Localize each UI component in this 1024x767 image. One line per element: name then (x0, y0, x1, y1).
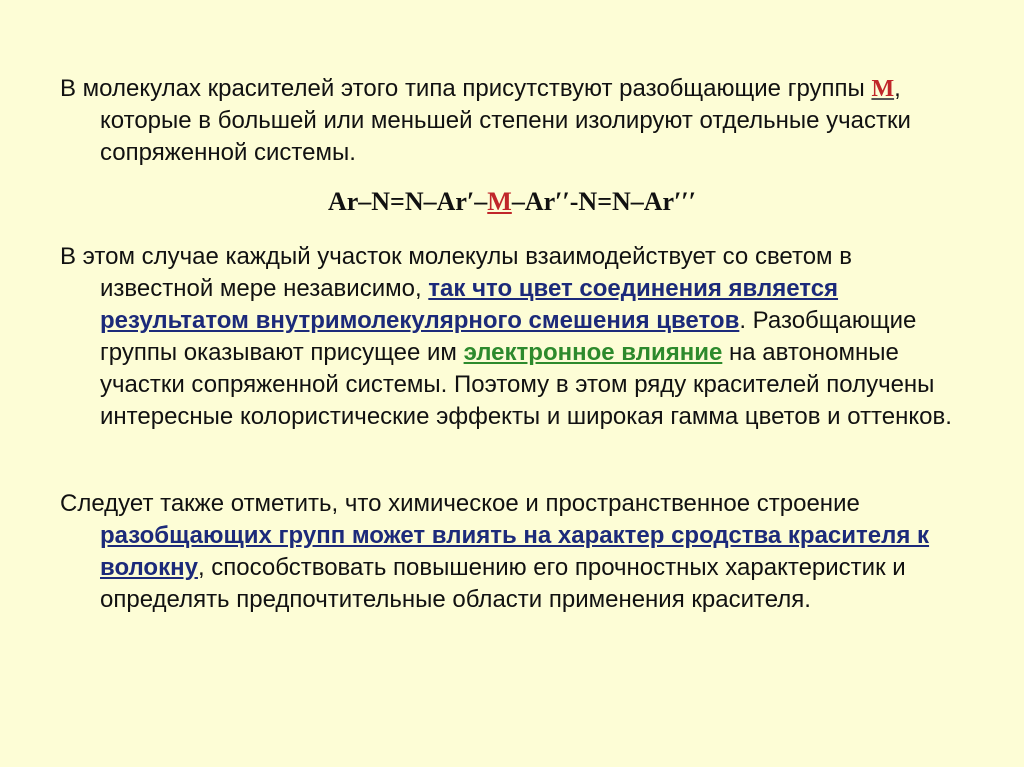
paragraph-disconnecting-groups (60, 73, 960, 169)
paragraph1-text-start: В молекулах красителей этого типа присутствуют разобщающие группы (60, 75, 872, 102)
paragraph2-text-middle: . Разобщающие группы оказывают присущее им (100, 307, 917, 366)
formula-m-group: M (487, 187, 512, 216)
paragraph-structure-effects (60, 488, 960, 616)
formula-right: –Ar′′-N=N–Ar′′′ (511, 187, 697, 216)
paragraph2-text-start: В этом случае каждый участок молекулы взаимодействует со светом в известной мере независимо, (60, 243, 852, 302)
paragraph3-text-start: Следует также отметить, что химическое и пространственное строение (60, 490, 860, 517)
paragraph1-text-end: , которые в большей или меньшей степени изолируют отдельные участки сопряженной системы. (100, 75, 911, 166)
paragraph-independent-interaction (60, 241, 960, 433)
m-group-symbol: М (871, 76, 895, 102)
paragraph3-text-end: , способствовать повышению его прочностных характеристик и определять предпочтительные области применения красителя. (100, 554, 906, 613)
highlight-fiber-affinity: разобщающих групп может влиять на характер сродства красителя к волокну (100, 522, 930, 581)
highlight-color-mixing: так что цвет соединения является результатом внутримолекулярного смешения цветов (100, 275, 839, 334)
formula-left: Ar–N=N–Ar′– (327, 187, 488, 216)
highlight-electronic-influence: электронное влияние (463, 339, 723, 366)
paragraph2-text-end: на автономные участки сопряженной системы. Поэтому в этом ряду красителей получены интересные колористические эффекты и широкая гамма цветов и оттенков. (100, 339, 952, 430)
chemical-formula (0, 186, 1024, 218)
